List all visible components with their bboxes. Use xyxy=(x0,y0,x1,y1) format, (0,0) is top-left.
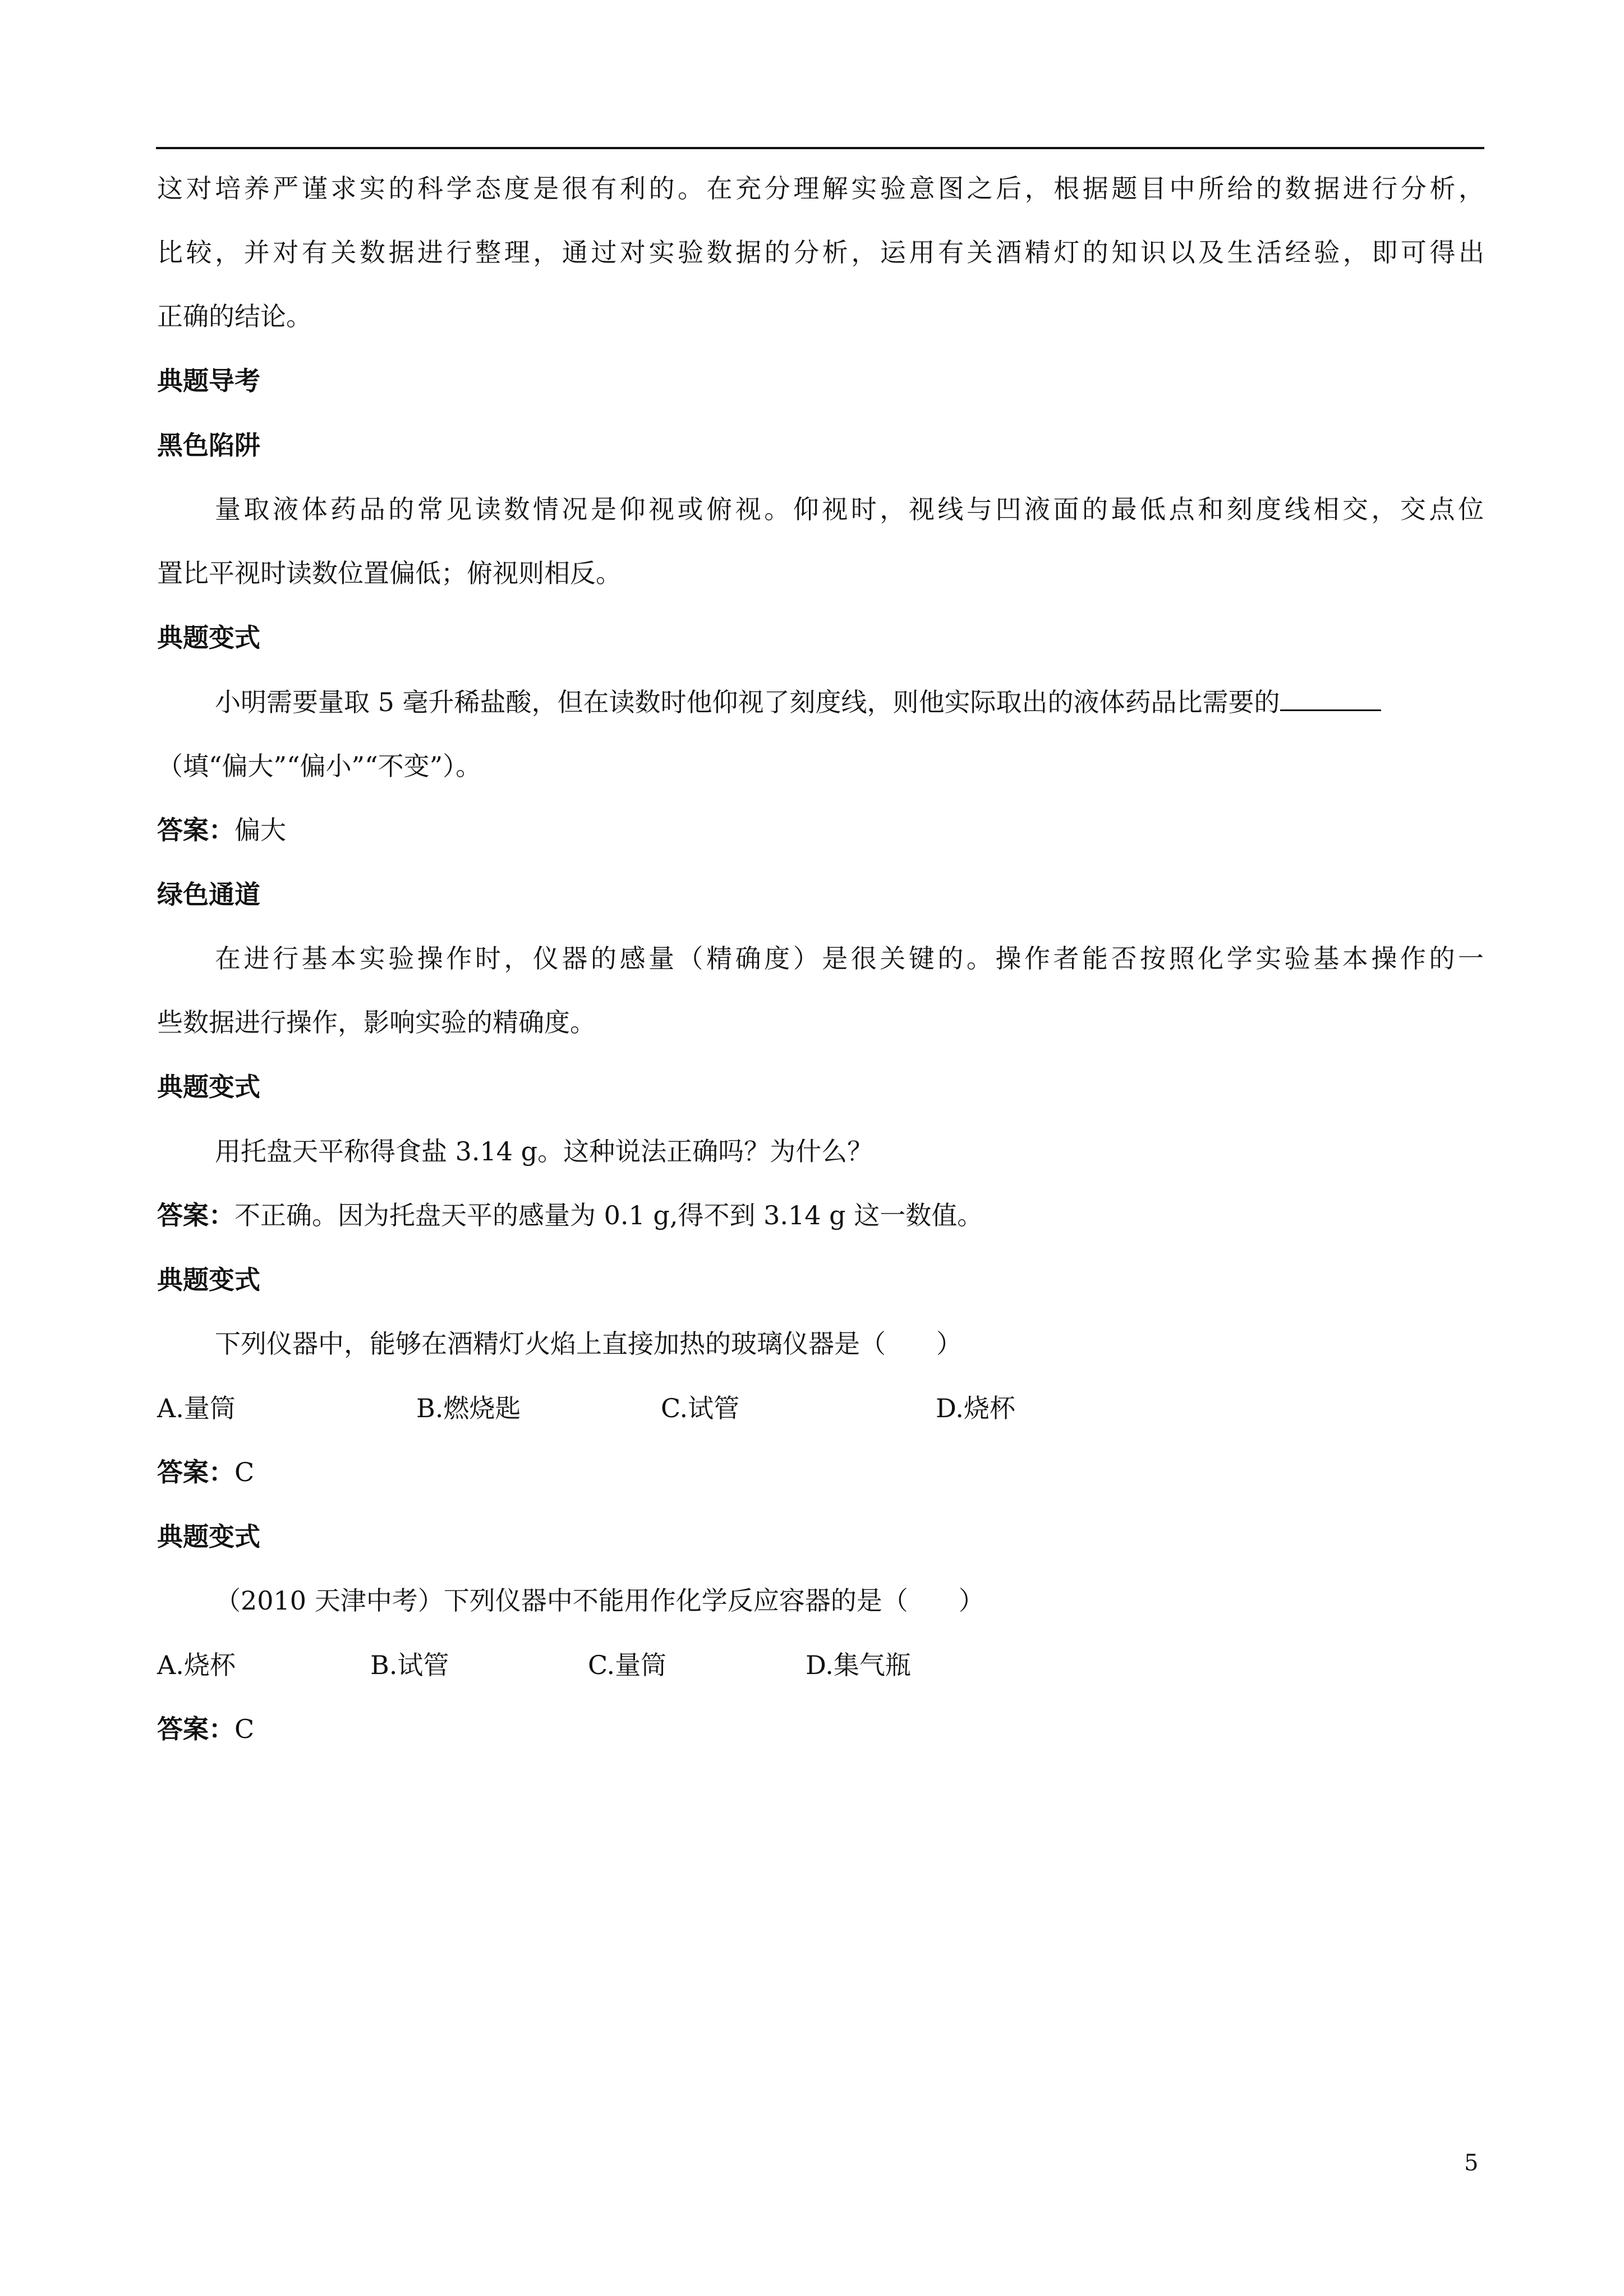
page-number: 5 xyxy=(1464,2150,1479,2176)
green-channel-heading: 绿色通道 xyxy=(157,879,260,910)
header-rule xyxy=(156,147,1484,149)
variant1-question-text: 小明需要量取 5 毫升稀盐酸，但在读数时他仰视了刻度线，则他实际取出的液体药品比需要的 xyxy=(215,687,1280,717)
answer-text: 偏大 xyxy=(234,815,286,845)
variant4-heading: 典题变式 xyxy=(157,1522,260,1552)
answer-text: C xyxy=(234,1457,255,1487)
variant3-heading: 典题变式 xyxy=(157,1265,260,1295)
answer-label: 答案： xyxy=(157,1200,234,1230)
section-heading-dianti: 典题导考 xyxy=(157,366,260,396)
question-close-paren: ） xyxy=(936,1329,962,1359)
question-text: 下列仪器中，能够在酒精灯火焰上直接加热的玻璃仪器是（ xyxy=(215,1329,886,1359)
variant4-option-c: C.量筒 xyxy=(588,1650,667,1680)
variant2-heading: 典题变式 xyxy=(157,1072,260,1102)
variant3-option-a: A.量筒 xyxy=(157,1393,236,1423)
variant1-heading: 典题变式 xyxy=(157,623,260,653)
variant1-question-line-1 xyxy=(215,685,1381,719)
black-trap-line-2: 置比平视时读数位置偏低；俯视则相反。 xyxy=(157,558,622,588)
black-trap-line-1: 量取液体药品的常见读数情况是仰视或俯视。仰视时，视线与凹液面的最低点和刻度线相交，交点位 xyxy=(215,494,1484,524)
variant3-question xyxy=(215,1327,962,1361)
black-trap-heading: 黑色陷阱 xyxy=(157,430,260,460)
variant4-option-b: B.试管 xyxy=(370,1650,449,1680)
answer-text: 不正确。因为托盘天平的感量为 0.1 g,得不到 3.14 g 这一数值。 xyxy=(234,1200,983,1230)
green-channel-line-2: 些数据进行操作，影响实验的精确度。 xyxy=(157,1007,596,1038)
answer-blank xyxy=(1280,687,1381,711)
answer-label: 答案： xyxy=(157,1457,234,1487)
answer-label: 答案： xyxy=(157,815,234,845)
variant3-option-d: D.烧杯 xyxy=(936,1393,1015,1423)
intro-line-1: 这对培养严谨求实的科学态度是很有利的。在充分理解实验意图之后，根据题目中所给的数据进行分析， xyxy=(157,173,1484,204)
variant4-answer xyxy=(157,1712,254,1746)
variant4-question xyxy=(215,1584,984,1617)
variant4-option-a: A.烧杯 xyxy=(157,1650,236,1680)
variant2-question: 用托盘天平称得食盐 3.14 g。这种说法正确吗？为什么？ xyxy=(215,1136,873,1167)
variant2-answer xyxy=(157,1198,983,1232)
answer-text: C xyxy=(234,1714,255,1744)
answer-label: 答案： xyxy=(157,1714,234,1744)
variant3-option-c: C.试管 xyxy=(661,1393,740,1423)
variant3-option-b: B.燃烧匙 xyxy=(416,1393,521,1423)
variant1-question-line-2: （填“偏大”“偏小”“不变”）。 xyxy=(157,751,482,781)
question-close-paren: ） xyxy=(958,1585,984,1616)
variant1-answer xyxy=(157,813,286,847)
variant3-answer xyxy=(157,1455,254,1489)
intro-line-2: 比较，并对有关数据进行整理，通过对实验数据的分析，运用有关酒精灯的知识以及生活经验，即可得出 xyxy=(157,237,1484,268)
variant4-option-d: D.集气瓶 xyxy=(806,1650,911,1680)
green-channel-line-1: 在进行基本实验操作时，仪器的感量（精确度）是很关键的。操作者能否按照化学实验基本操作的一 xyxy=(215,943,1484,974)
intro-line-3: 正确的结论。 xyxy=(157,301,312,331)
question-text: （2010 天津中考）下列仪器中不能用作化学反应容器的是（ xyxy=(215,1585,908,1616)
